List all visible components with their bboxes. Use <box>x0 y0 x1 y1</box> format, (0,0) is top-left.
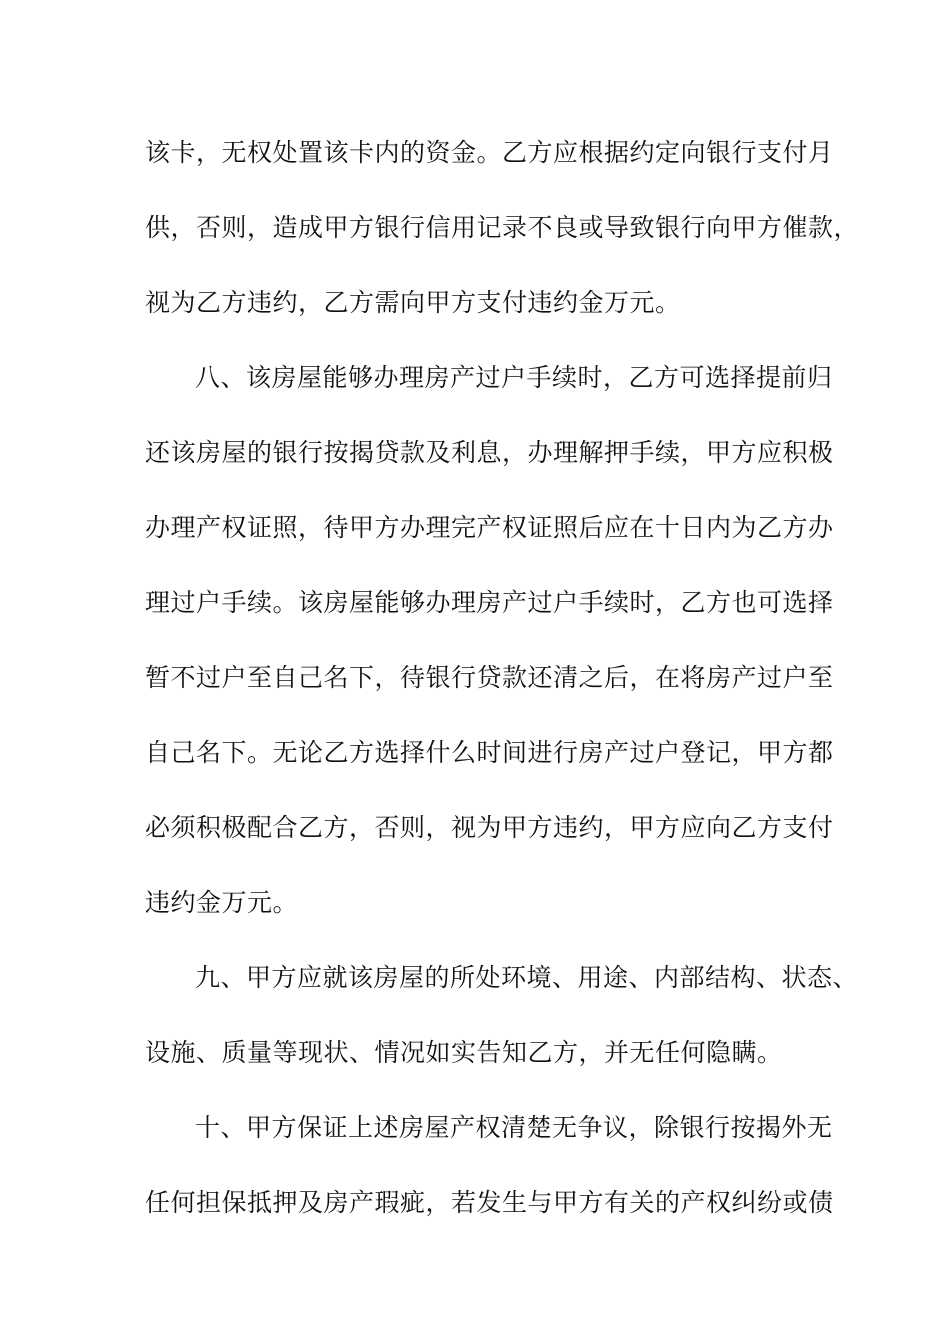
text-line: 违约金万元。 <box>145 888 299 917</box>
text-line: 还该房屋的银行按揭贷款及利息，办理解押手续，甲方应积极 <box>145 438 834 467</box>
text-line: 任何担保抵押及房产瑕疵，若发生与甲方有关的产权纠纷或债 <box>145 1188 834 1217</box>
text-line: 自己名下。无论乙方选择什么时间进行房产过户登记，甲方都 <box>145 738 834 767</box>
text-line: 设施、质量等现状、情况如实告知乙方，并无任何隐瞒。 <box>145 1038 783 1067</box>
clause-8-start: 八、该房屋能够办理房产过户手续时，乙方可选择提前归 <box>195 363 833 392</box>
text-line: 供，否则，造成甲方银行信用记录不良或导致银行向甲方催款， <box>145 213 860 242</box>
text-line: 理过户手续。该房屋能够办理房产过户手续时，乙方也可选择 <box>145 588 834 617</box>
text-line: 办理产权证照，待甲方办理完产权证照后应在十日内为乙方办 <box>145 513 834 542</box>
clause-10-start: 十、甲方保证上述房屋产权清楚无争议，除银行按揭外无 <box>195 1113 833 1142</box>
text-line: 暂不过户至自己名下，待银行贷款还清之后，在将房产过户至 <box>145 663 834 692</box>
clause-9-start: 九、甲方应就该房屋的所处环境、用途、内部结构、状态、 <box>195 963 859 992</box>
text-line: 视为乙方违约，乙方需向甲方支付违约金万元。 <box>145 288 681 317</box>
text-line: 必须积极配合乙方，否则，视为甲方违约，甲方应向乙方支付 <box>145 813 834 842</box>
text-line: 该卡，无权处置该卡内的资金。乙方应根据约定向银行支付月 <box>145 138 834 167</box>
document-body <box>145 132 860 1257</box>
